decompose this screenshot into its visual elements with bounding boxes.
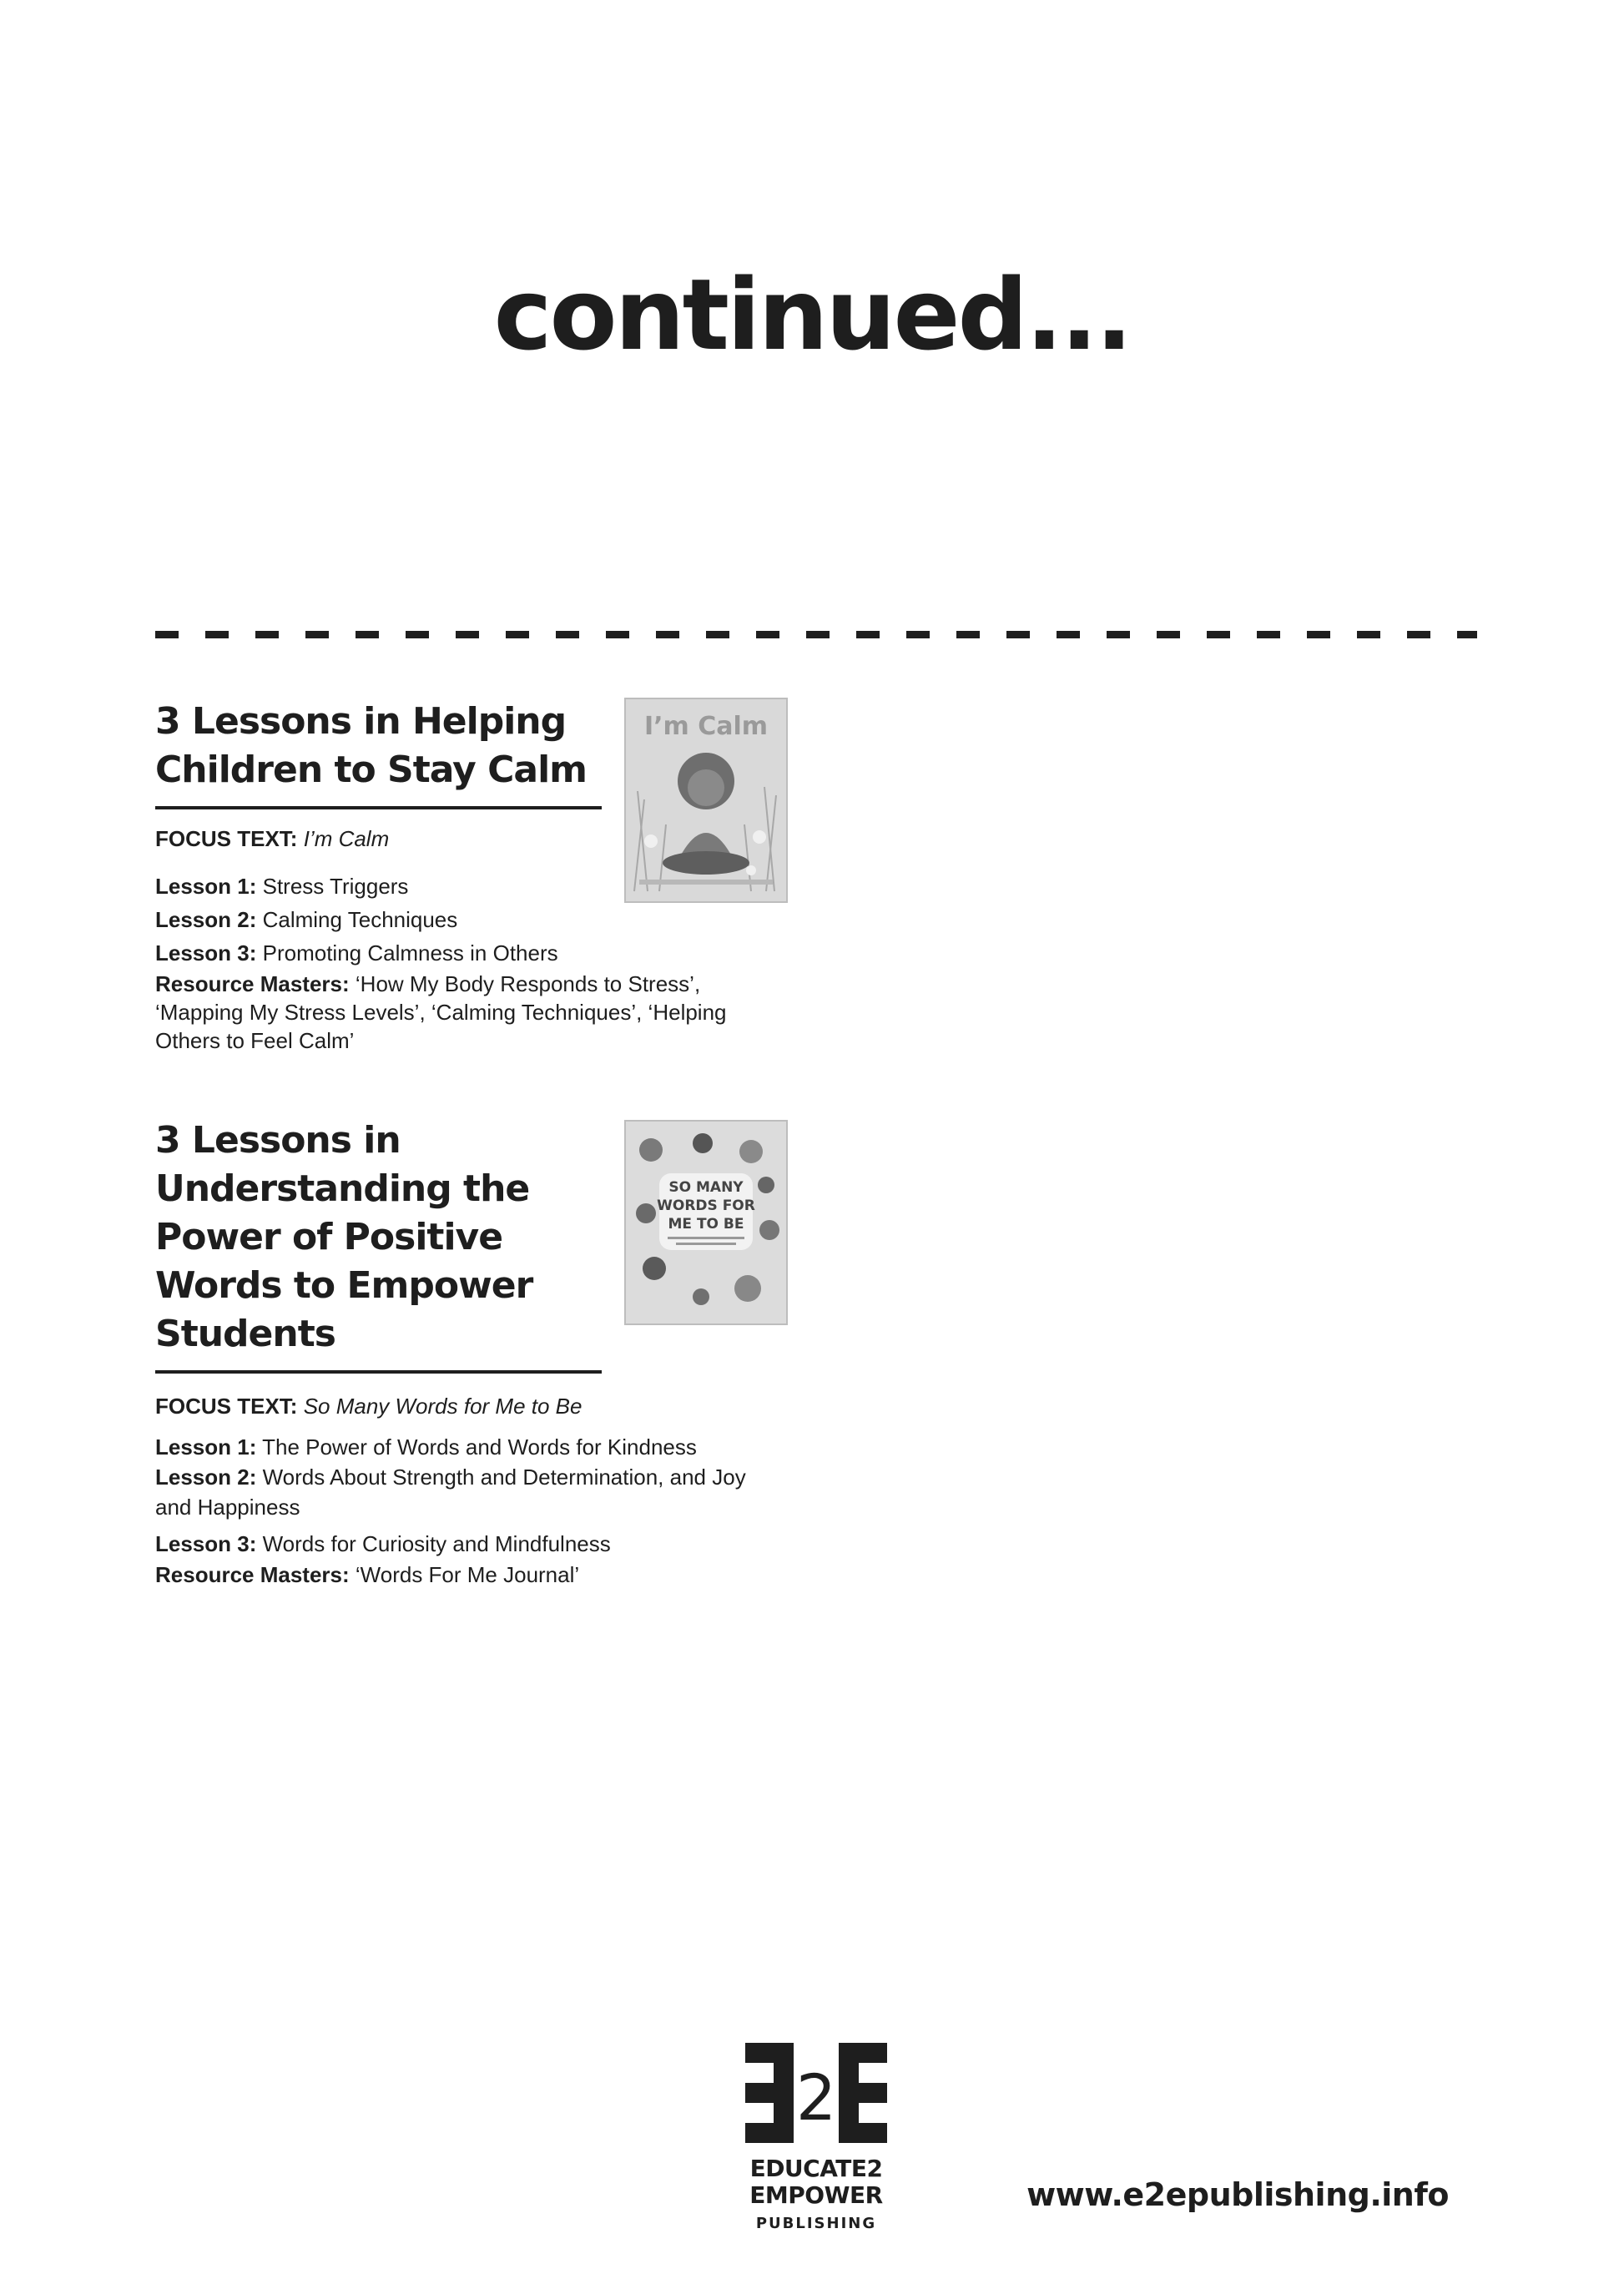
lesson-label: Lesson 3: [155,1531,257,1556]
resources-list: ‘Words For Me Journal’ [355,1562,580,1587]
cover-title-line-2: WORDS FOR [657,1197,755,1214]
lesson-item [155,1462,773,1522]
cover-title-line-1: SO MANY [668,1179,744,1196]
e2e-logo-mark [745,2043,887,2143]
book-cover-im-calm [624,698,788,903]
lesson-label: Lesson 1: [155,874,257,899]
lesson-title: Words for Curiosity and Mindfulness [262,1531,611,1556]
logo-line-1: EDUCATE2 [749,2155,883,2182]
logo-mark-digit: 2 [795,2060,837,2135]
cover-illustration [626,1122,786,1323]
lesson-label: Lesson 2: [155,1465,257,1490]
lesson-title: The Power of Words and Words for Kindness [262,1434,697,1460]
heading-underline [155,1370,602,1374]
lesson-title: Promoting Calmness in Others [262,940,558,966]
resources-list: ‘How My Body Responds to Stress’, ‘Mapping My Stress Levels’, ‘Calming Techniques’, ‘Helping Others to Feel Calm’ [155,971,727,1053]
lesson-item [155,903,789,936]
resource-masters [155,1560,789,1589]
lesson-label: Lesson 1: [155,1434,257,1460]
section-heading: 3 Lessons in Understanding the Power of Positive Words to Empower Students [155,1119,533,1355]
website-url: www.e2epublishing.info [1026,2176,1449,2213]
lesson-list [155,1432,789,1589]
lesson-title: Stress Triggers [262,874,409,899]
lesson-title: Words About Strength and Determination, and Joy and Happiness [155,1465,746,1520]
lesson-item [155,1527,789,1560]
focus-title: I’m Calm [303,826,390,851]
resource-masters [155,970,789,1055]
focus-text-line [155,1392,598,1420]
resources-label: Resource Masters: [155,971,350,996]
lesson-label: Lesson 3: [155,940,257,966]
page-title: continued... [493,257,1131,372]
book-cover-so-many-words [624,1120,788,1325]
logo-line-2: EMPOWER [749,2181,883,2209]
lesson-item [155,936,789,970]
resources-label: Resource Masters: [155,1562,350,1587]
cover-title: I’m Calm [643,712,769,741]
lesson-title: Calming Techniques [262,907,458,932]
dashed-divider [155,631,1477,638]
focus-title: So Many Words for Me to Be [303,1394,583,1419]
cover-title-line-3: ME TO BE [668,1216,744,1233]
educate2empower-logo [745,2043,887,2234]
focus-label: FOCUS TEXT: [155,826,298,851]
focus-label: FOCUS TEXT: [155,1394,298,1419]
logo-line-3: PUBLISHING [755,2215,877,2232]
lesson-item [155,1432,789,1462]
heading-underline [155,806,602,809]
cover-illustration [626,699,786,901]
lesson-label: Lesson 2: [155,907,257,932]
section-heading: 3 Lessons in Helping Children to Stay Calm [155,700,588,791]
focus-text-line [155,824,598,853]
